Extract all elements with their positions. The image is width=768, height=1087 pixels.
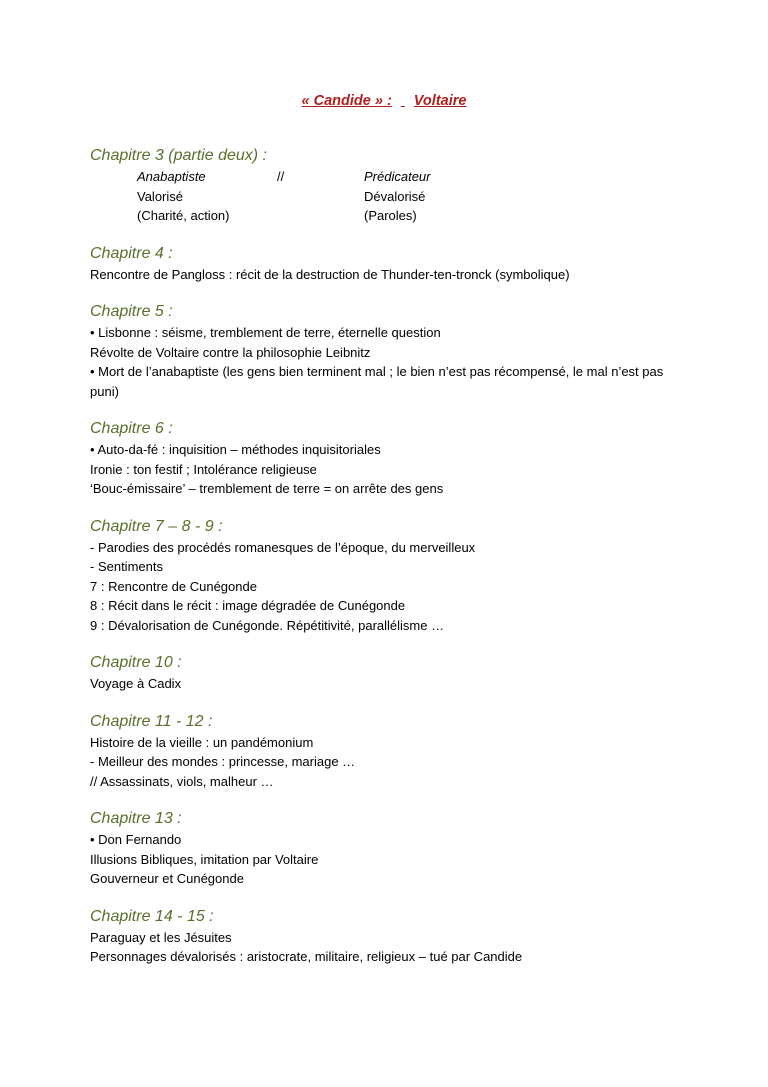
chapter-line: • Mort de l’anabaptiste (les gens bien terminent mal ; le bien n’est pas récompensé, le mal n’est pas puni): [90, 364, 664, 399]
chapter-section-10: [90, 652, 690, 694]
comparison-row: [137, 187, 690, 207]
chapter-heading: Chapitre 3 (partie deux) :: [90, 147, 267, 164]
chapter-line: 9 : Dévalorisation de Cunégonde. Répétitivité, parallélisme …: [90, 617, 445, 633]
comparison-row: [137, 206, 690, 226]
title-work: « Candide » :: [301, 93, 392, 109]
chapter-line: • Don Fernando: [90, 832, 182, 847]
chapter-section-13: [90, 808, 690, 889]
chapter-heading: Chapitre 4 :: [90, 244, 173, 262]
chapter-line: 7 : Rencontre de Cunégonde: [90, 578, 257, 594]
document-title: [0, 93, 768, 109]
chapter-line: - Sentiments: [90, 559, 163, 574]
chapter-line: - Meilleur des mondes : princesse, mariage …: [90, 754, 356, 769]
chapter-line: Voyage à Cadix: [90, 676, 182, 691]
chapter-line: • Auto-da-fé : inquisition – méthodes inquisitoriales: [90, 442, 381, 457]
chapter-heading: Chapitre 11 - 12 :: [90, 712, 213, 730]
chapter-heading: Chapitre 6 :: [90, 420, 173, 437]
chapter-section-6: [90, 418, 690, 499]
title-separator: [392, 93, 414, 109]
comparison-spacer: [277, 206, 364, 226]
chapter-line: Paraguay et les Jésuites: [90, 929, 232, 945]
comparison-row: [137, 167, 690, 187]
comparison-right-cell: Dévalorisé: [364, 188, 426, 204]
chapter-line: ‘Bouc-émissaire’ – tremblement de terre = on arrête des gens: [90, 481, 444, 496]
chapter-line: Gouverneur et Cunégonde: [90, 871, 244, 886]
document-body: [90, 145, 690, 984]
comparison-left-cell: (Charité, action): [137, 208, 230, 223]
chapter-heading: Chapitre 13 :: [90, 810, 182, 827]
chapter-section-7-8-9: [90, 516, 690, 636]
comparison-left-cell: Valorisé: [137, 188, 184, 204]
chapter-line: Histoire de la vieille : un pandémonium: [90, 734, 314, 750]
chapter-section-5: [90, 301, 690, 401]
chapter-line: Rencontre de Pangloss : récit de la destruction de Thunder-ten-tronck (symbolique): [90, 266, 570, 282]
chapter-line: Illusions Bibliques, imitation par Voltaire: [90, 851, 319, 867]
comparison-right-cell: Prédicateur: [364, 169, 431, 184]
comparison-separator: //: [277, 169, 285, 184]
comparison-right-cell: (Paroles): [364, 208, 417, 223]
comparison-left-cell: Anabaptiste: [137, 169, 206, 184]
comparison-spacer: [277, 187, 364, 207]
title-author: Voltaire: [413, 93, 467, 109]
chapter-heading: Chapitre 5 :: [90, 303, 173, 320]
comparison-table: [137, 167, 690, 226]
chapter-line: // Assassinats, viols, malheur …: [90, 773, 274, 789]
chapter-line: - Parodies des procédés romanesques de l’époque, du merveilleux: [90, 539, 476, 555]
chapter-section-4: [90, 243, 690, 285]
chapter-line: • Lisbonne : séisme, tremblement de terre, éternelle question: [90, 325, 441, 340]
chapter-line: Révolte de Voltaire contre la philosophie Leibnitz: [90, 344, 371, 360]
chapter-section-11-12: [90, 711, 690, 792]
chapter-heading: Chapitre 10 :: [90, 654, 182, 671]
chapter-section-14-15: [90, 906, 690, 967]
chapter-line: Ironie : ton festif ; Intolérance religieuse: [90, 461, 317, 477]
chapter-heading: Chapitre 14 - 15 :: [90, 907, 214, 925]
chapter-heading: Chapitre 7 – 8 - 9 :: [90, 517, 223, 535]
chapter-line: 8 : Récit dans le récit : image dégradée de Cunégonde: [90, 598, 406, 613]
chapter-line: Personnages dévalorisés : aristocrate, militaire, religieux – tué par Candide: [90, 949, 523, 964]
chapter-section-3: [90, 145, 690, 226]
